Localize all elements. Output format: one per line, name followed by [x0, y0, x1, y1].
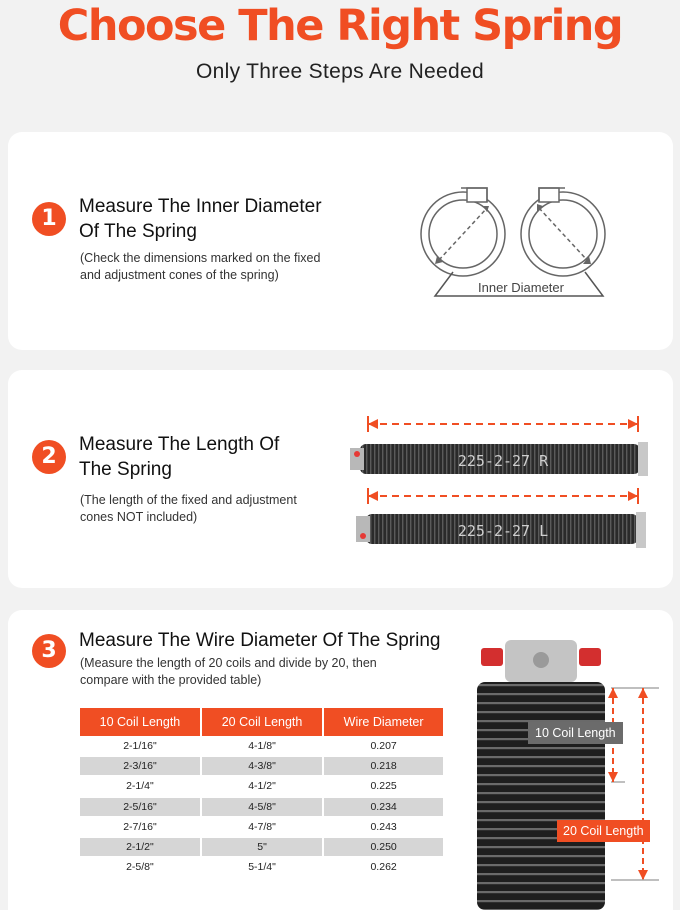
step-1-card: [8, 132, 673, 350]
twenty-coil-length-label: 20 Coil Length: [557, 820, 650, 842]
spring-top-marking: 225-2-27 R: [457, 452, 549, 470]
spring-bottom-marking: 225-2-27 L: [457, 522, 549, 540]
table-cell: 2-5/8": [80, 857, 201, 877]
step-2-title-line1: Measure The Length Of: [79, 434, 280, 455]
table-cell: 4-3/8": [201, 756, 323, 776]
step-3-note-line1: (Measure the length of 20 coils and divide by 20, then: [80, 656, 377, 670]
step-1-title-line1: Measure The Inner Diameter: [79, 196, 322, 217]
step-1-note-line2: and adjustment cones of the spring): [80, 268, 279, 282]
spring-length-diagram: [338, 410, 658, 560]
step-1-title: [79, 194, 322, 244]
table-cell: 2-1/16": [80, 736, 201, 756]
table-cell: 2-7/16": [80, 817, 201, 837]
table-row: [80, 756, 443, 776]
table-cell: 2-1/2": [80, 837, 201, 857]
step-1-title-line2: Of The Spring: [79, 221, 197, 242]
step-3-note-line2: compare with the provided table): [80, 673, 262, 687]
page-subtitle: Only Three Steps Are Needed: [196, 60, 484, 83]
table-cell: 0.218: [323, 756, 443, 776]
table-row: [80, 817, 443, 837]
table-row: [80, 837, 443, 857]
page-title: Choose The Right Spring: [57, 1, 623, 51]
step-2-note-line2: cones NOT included): [80, 510, 198, 524]
table-cell: 4-5/8": [201, 797, 323, 817]
step-2-note: [80, 492, 297, 526]
table-cell: 4-1/8": [201, 736, 323, 756]
table-cell: 0.243: [323, 817, 443, 837]
table-cell: 2-3/16": [80, 756, 201, 776]
table-cell: 0.262: [323, 857, 443, 877]
table-row: [80, 736, 443, 756]
table-row: [80, 857, 443, 877]
table-cell: 0.250: [323, 837, 443, 857]
table-cell: 0.234: [323, 797, 443, 817]
step-2-title: [79, 432, 279, 482]
table-cell: 5": [201, 837, 323, 857]
table-header: 20 Coil Length: [201, 708, 323, 736]
step-3-number-badge: 3: [32, 634, 66, 668]
inner-diameter-label: Inner Diameter: [478, 280, 564, 295]
spring-coil-body: [477, 682, 605, 910]
table-row: [80, 797, 443, 817]
step-2-card: [8, 370, 673, 588]
table-cell: 5-1/4": [201, 857, 323, 877]
table-header: 10 Coil Length: [80, 708, 201, 736]
step-2-note-line1: (The length of the fixed and adjustment: [80, 493, 297, 507]
ten-coil-length-label: 10 Coil Length: [528, 722, 623, 744]
table-cell: 0.225: [323, 776, 443, 796]
step-3-title: Measure The Wire Diameter Of The Spring: [79, 630, 441, 651]
table-row: [80, 776, 443, 796]
table-header: Wire Diameter: [323, 708, 443, 736]
table-cell: 4-7/8": [201, 817, 323, 837]
wire-diameter-table: [80, 708, 443, 878]
table-cell: 2-5/16": [80, 797, 201, 817]
step-3-card: [8, 610, 673, 910]
step-2-title-line2: The Spring: [79, 459, 172, 480]
step-2-number-badge: 2: [32, 440, 66, 474]
inner-diameter-diagram: [413, 182, 623, 302]
table-cell: 2-1/4": [80, 776, 201, 796]
spring-coil-diagram: [463, 630, 668, 910]
step-1-note-line1: (Check the dimensions marked on the fixed: [80, 251, 321, 265]
step-1-note: [80, 250, 320, 284]
table-cell: 4-1/2": [201, 776, 323, 796]
step-1-number-badge: 1: [32, 202, 66, 236]
step-3-note: [80, 655, 377, 689]
table-cell: 0.207: [323, 736, 443, 756]
table-header-row: [80, 708, 443, 736]
